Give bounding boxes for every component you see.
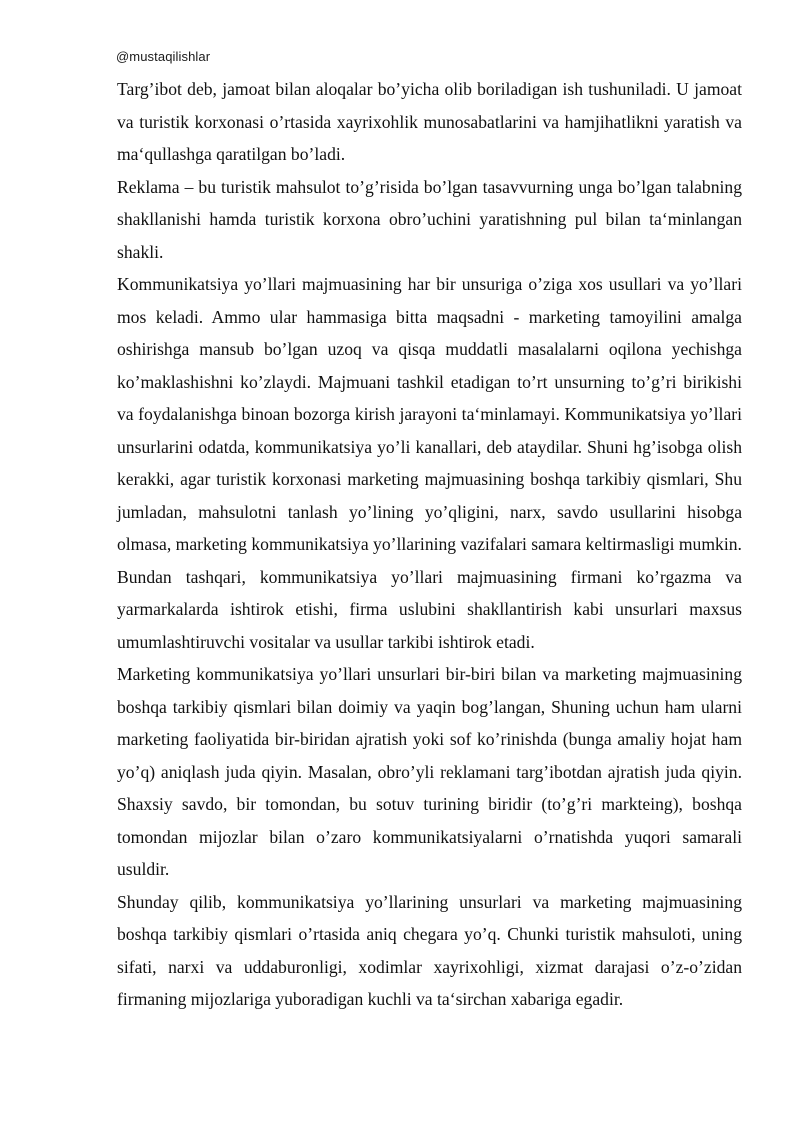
- paragraph-propaganda: Targ’ibot deb, jamoat bilan aloqalar bo’yicha olib boriladigan ish tushuniladi. U jamoat va turistik korxonasi o’rtasida xayrixohlik munosabatlarini va hamjihatlikni yaratish va ma‘qullashga qaratilgan bo’ladi.: [117, 79, 742, 164]
- document-body: [117, 73, 742, 1016]
- paragraph-communication-channels: Kommunikatsiya yo’llari majmuasining har bir unsuriga o’ziga xos usullari va yo’llari mos keladi. Ammo ular hammasiga bitta maqsadni - marketing tamoyilini amalga oshirishga mansub bo’lgan uzoq va qisqa muddatli masalalarni oqilona yechishga ko’maklashishni ko’zlaydi. Majmuani tashkil etadigan to’rt unsurning to’g’ri birikishi va foydalanishga binoan bozorga kirish jarayoni ta‘minlamayi. Kommunikatsiya yo’llari unsurlarini odatda, kommunikatsiya yo’li kanallari, deb ataydilar. Shuni hg’isobga olish kerakki, agar turistik korxonasi marketing majmuasining boshqa tarkibiy qismlari, Shu jumladan, mahsulotni tanlash yo’lining yo’qligini, narx, savdo usullarini hisobga olmasa, marketing kommunikatsiya yo’llarining vazifalari samara keltirmasligi mumkin.: [117, 274, 742, 554]
- paragraph-advertising: Reklama – bu turistik mahsulot to’g’risida bo’lgan tasavvurning unga bo’lgan talabning shakllanishi hamda turistik korxona obro’uchini yaratishning pul bilan ta‘minlangan shakli.: [117, 176, 742, 262]
- paragraph-marketing-communications: Marketing kommunikatsiya yo’llari unsurlari bir-biri bilan va marketing majmuasining boshqa tarkibiy qismlari bilan doimiy va yaqin bog’langan, Shuning uchun ham ularni marketing faoliyatida bir-biridan ajratish yoki sof ko’rinishda (bunga amaliy hojat ham yo’q) aniqlash juda qiyin. Masalan, obro’yli reklamani targ’ibotdan ajratish juda qiyin. Shaxsiy savdo, bir tomondan, bu sotuv turining biridir (to’g’ri markteing), boshqa tomondan mijozlar bilan o’zaro kommunikatsiyalarni o’rnatishda yuqori samarali usuldir.: [117, 664, 742, 879]
- paragraph-conclusion: Shunday qilib, kommunikatsiya yo’llarining unsurlari va marketing majmuasining boshqa tarkibiy qismlari o’rtasida aniq chegara yo’q. Chunki turistik mahsuloti, uning sifati, narxi va uddaburonligi, xodimlar xayrixohligi, xizmat darajasi o’z-o’zidan firmaning mijozlariga yuboradigan kuchli va ta‘sirchan xabariga egadir.: [117, 891, 742, 1009]
- header-watermark: @mustaqilishlar: [116, 49, 211, 64]
- paragraph-exhibitions: Bundan tashqari, kommunikatsiya yo’llari majmuasining firmani ko’rgazma va yarmarkalarda ishtirok etishi, firma uslubini shakllantirish kabi unsurlari maxsus umumlashtiruvchi vositalar va usullar tarkibi ishtirok etadi.: [117, 566, 742, 652]
